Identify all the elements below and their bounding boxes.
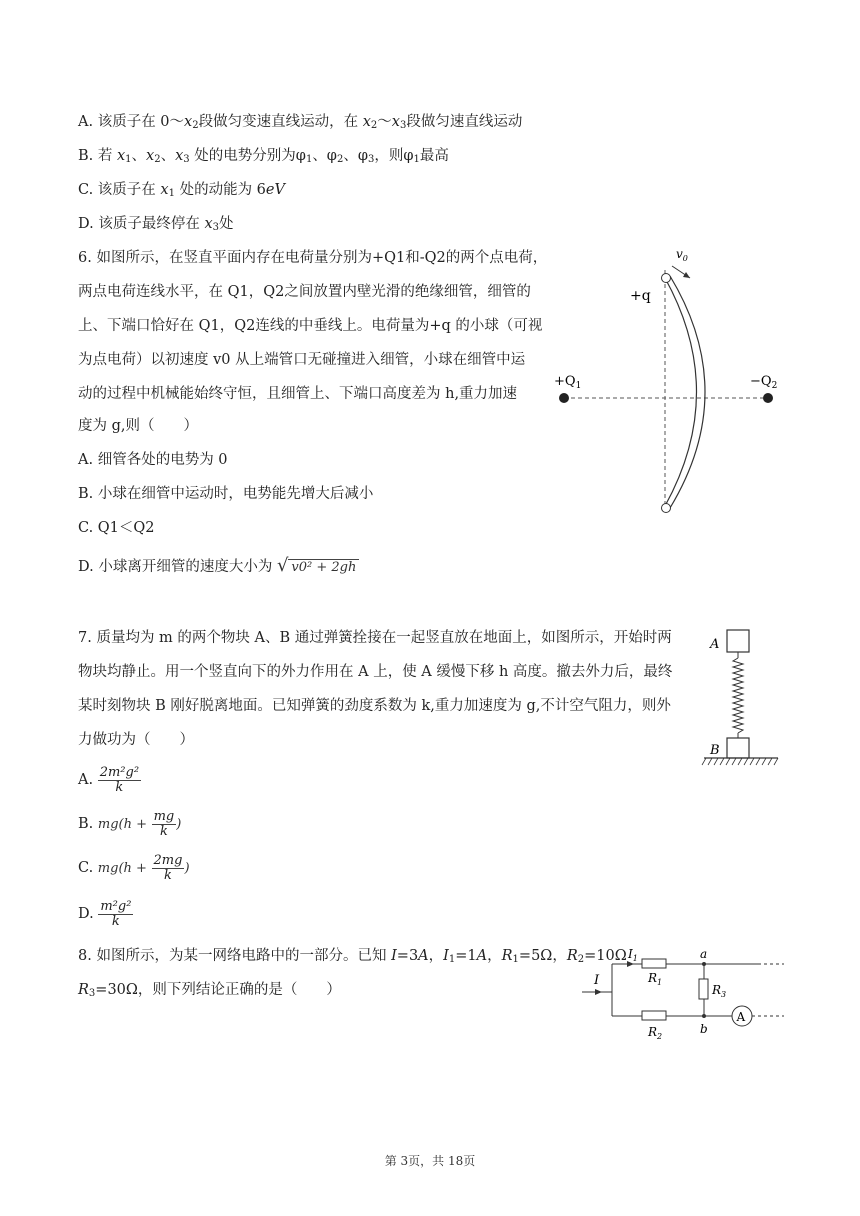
- fraction: $\frac{2mg}{k}$: [153, 852, 183, 883]
- q6-tube-inner: [665, 278, 697, 506]
- q7-stem-line-1: 7. 质量均为 m 的两个物块 A、B 通过弹簧拴接在一起竖直放在地面上，如图所示，开始时两: [78, 630, 672, 646]
- q7-label-b: B: [710, 743, 720, 758]
- q6-figure: [550, 240, 790, 520]
- q5-option-b: B. 若 $x_1$、$x_2$、$x_3$ 处的电势分别为$\varphi_1$、$\varphi_2$、$\varphi_3$，则$\varphi_1$最高: [78, 148, 449, 165]
- q7-option-b: B. mg(h + $\frac{mg}{k}$ ): [78, 808, 182, 839]
- q6-option-d: D. 小球离开细管的速度大小为 √ v0² + 2gh: [78, 556, 359, 578]
- q8-label-i1: $I_1$: [628, 947, 638, 963]
- q7-block-b: [727, 738, 749, 758]
- fraction: $\frac{\text{2m²g²}}{k}$: [99, 764, 140, 795]
- q8-stem-line-1: 8. 如图所示，为某一网络电路中的一部分。已知 I=3A，$I_1=1A$，$R_1=5\Omega$，$R_2=10\Omega$: [78, 948, 627, 965]
- q6-option-c: C. Q1＜Q2: [78, 520, 155, 536]
- q7-option-a: A. $\frac{\text{2m²g²}}{k}$: [78, 764, 140, 795]
- q8-label-r1: $R_1$: [648, 971, 663, 987]
- q8-label-a: a: [700, 947, 708, 961]
- q7-spring: [733, 658, 743, 733]
- q6-lower-port: [662, 504, 671, 513]
- q6-stem-line-5: 动的过程中机械能始终守恒，且细管上、下端口高度差为 h,重力加速: [78, 386, 518, 402]
- q7-label-a: A: [710, 637, 720, 652]
- q5-option-a: A. 该质子在 $0\sim x_2$段做匀变速直线运动，在 $x_2\sim x_3$段做匀速直线运动: [78, 114, 523, 131]
- q6-stem-line-6: 度为 g,则（ ）: [78, 418, 198, 434]
- q7-option-d: D. $\frac{\text{m²g²}}{k}$: [78, 898, 132, 929]
- q6-option-b: B. 小球在细管中运动时，电势能先增大后减小: [78, 486, 374, 502]
- fraction: $\frac{\text{m²g²}}{k}$: [100, 898, 132, 929]
- q5-option-d: D. 该质子最终停在 $x_3$处: [78, 216, 234, 233]
- q6-label-q2: $-Q_2$: [750, 374, 778, 391]
- q8-stem-line-2: $R_3=30\Omega$，则下列结论正确的是（ ）: [78, 982, 341, 999]
- q8-resistor-r3: [699, 979, 708, 999]
- page-footer: 第 3页，共 18页: [384, 1154, 476, 1168]
- q8-node-b: [702, 1014, 706, 1018]
- q7-stem-line-2: 物块均静止。用一个竖直向下的外力作用在 A 上，使 A 缓慢下移 h 高度。撤去外力后，最终: [78, 664, 673, 680]
- q7-ground-hatching: [702, 758, 778, 765]
- q7-stem-line-4: 力做功为（ ）: [78, 732, 194, 748]
- q8-resistor-r2: [642, 1011, 666, 1020]
- q6-velocity-arrowhead: [683, 272, 690, 278]
- fraction: $\frac{mg}{k}$: [153, 808, 175, 839]
- q6-label-q1: $+Q_1$: [554, 374, 582, 391]
- q8-current-arrow: [595, 989, 602, 995]
- q6-upper-port: [662, 274, 671, 283]
- q6-stem-line-1: 6. 如图所示，在竖直平面内存在电荷量分别为+Q1和-Q2的两个点电荷，: [78, 250, 548, 266]
- q8-label-b: b: [700, 1022, 708, 1036]
- q6-label-v0: $v_0$: [676, 247, 688, 263]
- q8-figure: [578, 946, 788, 1046]
- q6-tube-outer: [670, 276, 705, 508]
- q6-option-a: A. 细管各处的电势为 0: [78, 452, 228, 468]
- q8-label-r3: $R_3$: [712, 983, 727, 999]
- q6-charge-q1: [559, 393, 569, 403]
- q6-stem-line-4: 为点电荷）以初速度 v0 从上端管口无碰撞进入细管，小球在细管中运: [78, 352, 526, 368]
- q7-option-c: C. mg(h + $\frac{2mg}{k}$ ): [78, 852, 190, 883]
- q6-label-q: +q: [630, 288, 651, 304]
- q6-stem-line-3: 上、下端口恰好在 Q1，Q2连线的中垂线上。电荷量为+q 的小球（可视: [78, 318, 543, 334]
- q6-charge-q2: [763, 393, 773, 403]
- q7-block-a: [727, 630, 749, 652]
- sqrt-expression: √ v0² + 2gh: [277, 556, 359, 578]
- q8-resistor-r1: [642, 959, 666, 968]
- q8-label-i: I: [594, 973, 600, 988]
- q7-stem-line-3: 某时刻物块 B 刚好脱离地面。已知弹簧的劲度系数为 k,重力加速度为 g,不计空气阻力，则外: [78, 698, 671, 714]
- q6-stem-line-2: 两点电荷连线水平，在 Q1，Q2之间放置内壁光滑的绝缘细管，细管的: [78, 284, 531, 300]
- q8-label-r2: $R_2$: [648, 1025, 663, 1041]
- q5-option-c: C. 该质子在 $x_1$ 处的动能为 6eV: [78, 182, 285, 199]
- q8-label-ammeter: A: [736, 1010, 746, 1024]
- q7-figure: [700, 624, 782, 774]
